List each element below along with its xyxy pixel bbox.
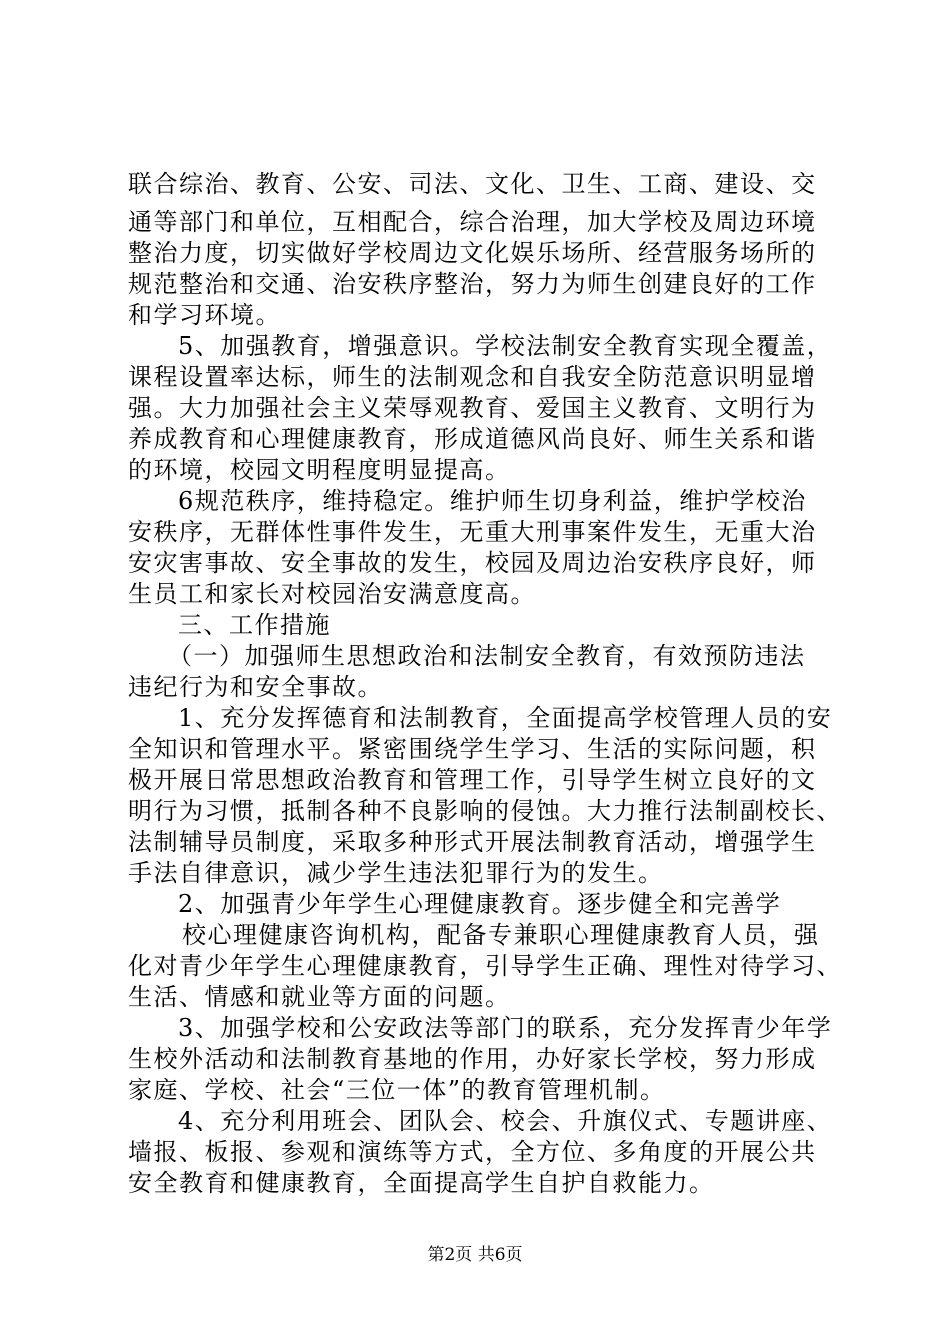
subsection-heading: （一）加强师生思想政治和法制安全教育，有效预防违法 [168, 642, 806, 670]
body-text-line: 生校外活动和法制教育基地的作用，办好家长学校，努力形成 [128, 1045, 817, 1073]
body-text-line: 6规范秩序，维持稳定。维护师生切身利益，维护学校治 [178, 487, 807, 515]
body-text-line: 强。大力加强社会主义荣辱观教育、爱国主义教育、文明行为 [128, 394, 817, 422]
body-text-line: 联合综治、教育、公安、司法、文化、卫生、工商、建设、交 [128, 170, 817, 198]
body-text-line: 生员工和家长对校园治安满意度高。 [128, 580, 536, 608]
body-text-line: 明行为习惯，抵制各种不良影响的侵蚀。大力推行法制副校长、 [128, 797, 842, 825]
body-text-line: 安灾害事故、安全事故的发生，校园及周边治安秩序良好，师 [128, 549, 817, 577]
body-text-line: 极开展日常思想政治教育和管理工作，引导学生树立良好的文 [128, 766, 817, 794]
body-text-line: 整治力度，切实做好学校周边文化娱乐场所、经营服务场所的 [128, 239, 817, 267]
body-text-line: 规范整治和交通、治安秩序整治，努力为师生创建良好的工作 [128, 270, 817, 298]
body-text-line: 通等部门和单位，互相配合，综合治理，加大学校及周边环境 [128, 208, 817, 236]
body-text-line: 法制辅导员制度，采取多种形式开展法制教育活动，增强学生 [128, 828, 817, 856]
body-text-line: 1、充分发挥德育和法制教育，全面提高学校管理人员的安 [178, 704, 833, 732]
page-number-footer: 第2页 共6页 [427, 1245, 523, 1265]
body-text-line: 安全教育和健康教育，全面提高学生自护自救能力。 [128, 1169, 715, 1197]
body-text-line: 的环境，校园文明程度明显提高。 [128, 456, 511, 484]
body-text-line: 养成教育和心理健康教育，形成道德风尚良好、师生关系和谐 [128, 425, 817, 453]
body-text-line: 化对青少年学生心理健康教育，引导学生正确、理性对待学习、 [128, 952, 842, 980]
body-text-line: 4、充分利用班会、团队会、校会、升旗仪式、专题讲座、 [178, 1107, 833, 1135]
body-text-line: 全知识和管理水平。紧密围绕学生学习、生活的实际问题，积 [128, 735, 817, 763]
body-text-line: 2、加强青少年学生心理健康教育。逐步健全和完善学 [178, 890, 782, 918]
section-heading: 三、工作措施 [178, 611, 331, 639]
body-text-line: 生活、情感和就业等方面的问题。 [128, 983, 511, 1011]
body-text-line: 3、加强学校和公安政法等部门的联系，充分发挥青少年学 [178, 1014, 833, 1042]
body-text-line: 课程设置率达标，师生的法制观念和自我安全防范意识明显增 [128, 363, 817, 391]
body-text-line: 违纪行为和安全事故。 [128, 673, 383, 701]
body-text-line: 5、加强教育，增强意识。学校法制安全教育实现全覆盖， [178, 332, 833, 360]
body-text-line: 校心理健康咨询机构，配备专兼职心理健康教育人员，强 [182, 921, 820, 949]
body-text-line: 手法自律意识，减少学生违法犯罪行为的发生。 [128, 859, 664, 887]
body-text-line: 家庭、学校、社会“三位一体”的教育管理机制。 [128, 1076, 666, 1104]
body-text-line: 安秩序，无群体性事件发生，无重大刑事案件发生，无重大治 [128, 518, 817, 546]
body-text-line: 墙报、板报、参观和演练等方式，全方位、多角度的开展公共 [128, 1138, 817, 1166]
body-text-line: 和学习环境。 [128, 301, 281, 329]
